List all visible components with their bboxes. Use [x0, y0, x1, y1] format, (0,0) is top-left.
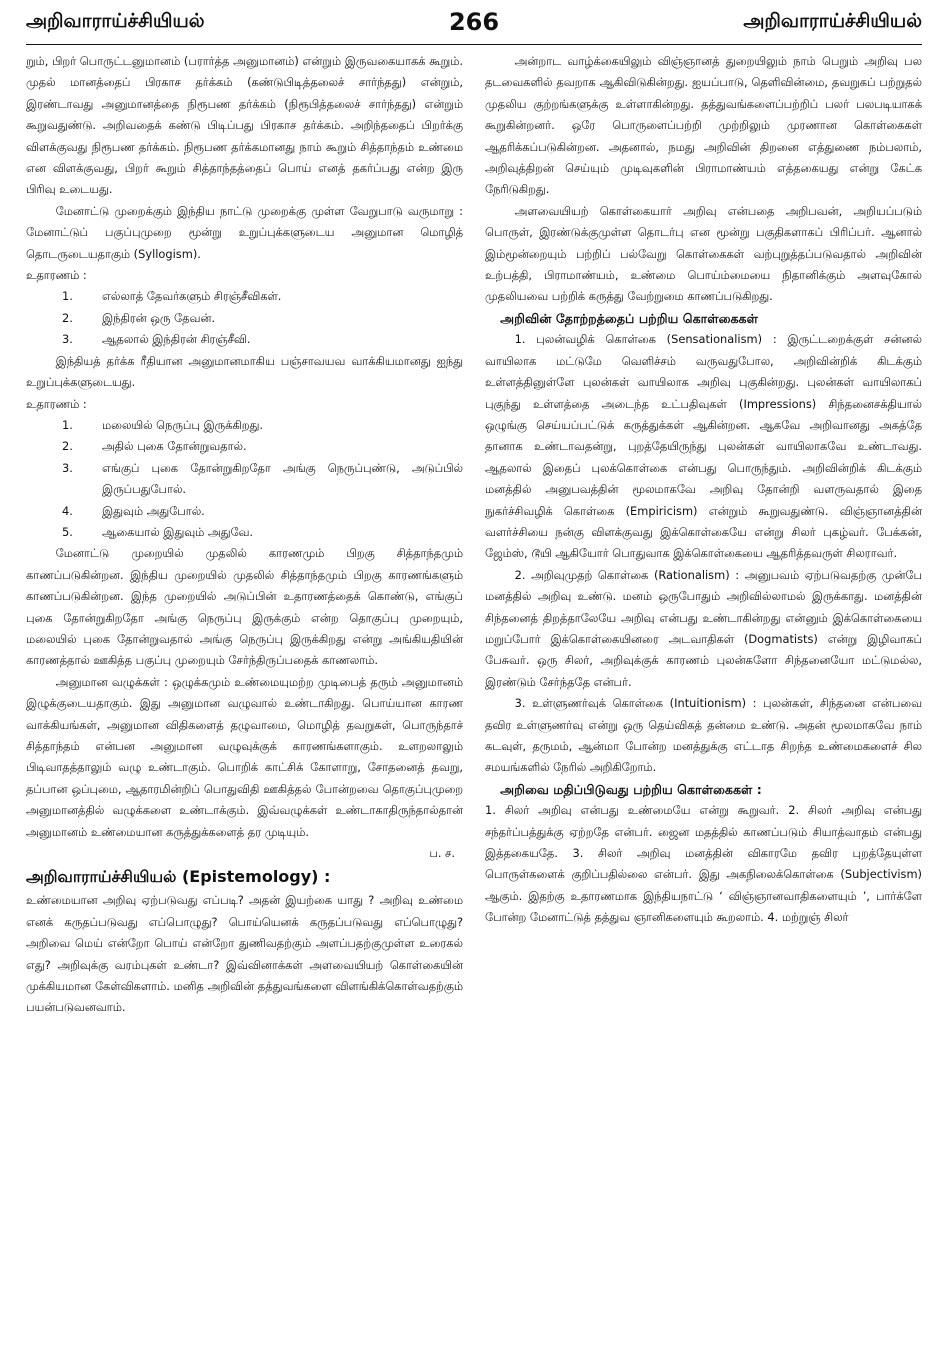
- author-initials: ப. ச.: [429, 846, 455, 861]
- example-label: உதாரணம் :: [26, 396, 87, 411]
- list-number: 3.: [62, 332, 73, 347]
- list-number: 3.: [62, 460, 73, 475]
- list-number: 2.: [62, 310, 73, 325]
- right-column: [485, 51, 922, 1019]
- list-number: 1.: [62, 289, 73, 304]
- list-text: இந்திரன் ஒரு தேவன்.: [102, 310, 216, 325]
- list-number: 5.: [62, 524, 73, 539]
- subheading: அறிவின் தோற்றத்தைப் பற்றிய கொள்கைகள்: [500, 310, 758, 326]
- example-list: [26, 286, 463, 350]
- paragraph: 1. சிலர் அறிவு என்பது உண்மையே என்று கூறுவர். 2. சிலர் அறிவு என்பது சந்தர்ப்பத்துக்கு ஏற்றதே என்பர். ஜைன மதத்தில் காணப்படும் சியாத்வாதம் என்பது இத்தகையதே. 3. சிலர் அறிவு மனத்தின் விகாரமே தவிர புறத்தேயுள்ள பொருள்களைக் குறிப்பதில்லை என்பர். இது அகநிலைக்கொள்கை (Subjectivism) ஆகும். இதற்கு உதாரணமாக இந்தியநாட்டு ‘ விஞ்ஞானவாதிகளையும் ’, பார்க்ளே போன்ற மேனாட்டுத் தத்துவ ஞானிகளையும் கூறலாம். 4. மற்றுஞ் சிலர்: [485, 803, 922, 925]
- paragraph: அன்றாட வாழ்க்கையிலும் விஞ்ஞானத் துறையிலும் நாம் பெறும் அறிவு பல தடவைகளில் தவறாக ஆகிவிடுகின்றது. ஐயப்பாடு, தெளிவின்மை, தவறுகப் பற்றுதல் முதலிய குற்றங்களுக்கு உள்ளாகின்றது. தத்துவங்களைப்பற்றிப் பலர் பலபடியாகக் கூறுகின்றனர். ஒரே பொருளைப்பற்றி முற்றிலும் முரணான கொள்கைகள் ஆதரிக்கப்படுகின்றன. அதனால், நமது அறிவின் திறனை எத்துணை நம்பலாம், அறிவுத்திறன் செய்யும் முடிவுகளின் பிராமாண்யம் எத்தகையது என்று கேட்க நேரிடுகிறது.: [485, 54, 922, 197]
- paragraph: இந்தியத் தர்க்க ரீதியான அனுமானமாகிய பஞ்சாவயவ வாக்கியமானது ஐந்து உறுப்புக்களுடையது.: [26, 353, 463, 390]
- paragraph: மேனாட்டு முறையில் முதலில் காரணமும் பிறகு சித்தாந்தமும் காணப்படுகின்றன. இந்திய முறையில் முதலில் சித்தாந்தமும் பிறகு காரணங்களும் காணப்படுகின்றன. இந்த முறையில் அடுப்பின் உதாரணத்தைக் கொண்டு, எங்குப் புகை தோன்றுகிறதோ அங்கு நெருப்பு இருக்கும் என்ற தொகுப்பு முறையும், மலையில் புகை தோன்றுவதால் அங்கு நெருப்பு இருக்கிறது என்று அங்கியதியின் காரணத்தால் ஊகித்த பகுப்பு முறையும் சேர்ந்திருப்பதைக் காணலாம்.: [26, 546, 463, 668]
- list-number: 1.: [62, 417, 73, 432]
- section-heading: அறிவாராய்ச்சியியல் (Epistemology) :: [26, 867, 331, 887]
- list-text: ஆதலால் இந்திரன் சிரஞ்சீவி.: [102, 332, 251, 347]
- list-text: எல்லாத் தேவர்களும் சிரஞ்சீவிகள்.: [102, 289, 282, 304]
- paragraph: றும், பிறர் பொருட்டனுமானம் (பரார்த்த அனுமானம்) என்றும் இருவகையாகக் கூறும். முதல் மானத்தைப் பிரகாச தர்க்கம் (கண்டுபிடித்தலைச் சார்ந்தது) என்றும், இரண்டாவது அனுமானத்தை நிரூபண தர்க்கம் (நிரூபித்தலைச் சார்ந்தது) என்றும் கூறுவதுண்டு. அறிவதைக் கண்டு பிடிப்பது பிரகாச தர்க்கம். அறிந்ததைப் பிறர்க்கு விளக்குவது நிரூபண தர்க்கம். நிரூபண தர்க்கமானது நாம் கூறும் சித்தாந்தம் உண்மை என விளக்குவது, பிறர் கூறும் சித்தாந்தத்தைப் பொய் எனத் தகர்ப்பது என்ற இரு பிரிவு உடையது.: [26, 54, 463, 197]
- paragraph: உண்மையான அறிவு ஏற்படுவது எப்படி? அதன் இயற்கை யாது ? அறிவு உண்மை எனக் கருதப்படுவது எப்பொழுது? பொய்யெனக் கருதப்படுவது எப்பொழுது? அறிவை மெய் என்றோ பொய் என்றோ துணிவதற்கும் அளப்பதற்குமுள்ள உரைகல் எது? அறிவுக்கு வரம்புகள் உண்டா? இவ்வினாக்கள் அளவையியற் கொள்கையின் முக்கியமான கேள்விகளாம். மனித அறிவின் தத்துவங்களை விளங்கிக்கொள்வதற்கும் பயன்படுவனவாம்.: [26, 893, 463, 1015]
- list-item: [62, 286, 463, 307]
- subheading: அறிவை மதிப்பிடுவது பற்றிய கொள்கைகள் :: [500, 781, 762, 797]
- paragraph: மேனாட்டு முறைக்கும் இந்திய நாட்டு முறைக்கு முள்ள வேறுபாடு வருமாறு : மேனாட்டுப் பகுப்புமுறை மூன்று உறுப்புக்களுடைய அனுமான மொழித் தொடருடையதாகும் (Syllogism).: [26, 203, 463, 261]
- list-item: [62, 501, 463, 522]
- example-label: உதாரணம் :: [26, 268, 87, 283]
- example-list: [26, 415, 463, 543]
- paragraph: அளவையியற் கொள்கையார் அறிவு என்பதை அறிபவன், அறியப்படும் பொருள், இரண்டுக்குமுள்ள தொடர்பு என மூன்று பகுதிகளாகப் பிரிப்பர். ஆனால் இம்மூன்றையும் பற்றிப் பல்வேறு கொள்கைகள் வற்புறுத்தப்படுவதால் அறிவின் உற்பத்தி, பிராமாண்யம், உண்மை பொய்ம்மையை நிதானிக்கும் அளவுகோல் முதலியவை பற்றிக் கருத்து வேற்றுமை காணப்படுகிறது.: [485, 203, 922, 304]
- paragraph: 3. உள்ளுணர்வுக் கொள்கை (Intuitionism) : புலன்கள், சிந்தனை என்பவை தவிர உள்ளுணர்வு என்று ஒரு தெய்விகத் தன்மை உண்டு. அதன் மூலமாகவே நாம் கடவுள், தருமம், ஆன்மா போன்ற மனத்துக்கு எட்டாத சிறந்த உண்மைகளைச் சில சமயங்களில் நேரில் அறிகிறோம்.: [485, 696, 922, 775]
- list-number: 4.: [62, 503, 73, 518]
- list-item: [62, 458, 463, 501]
- list-item: [62, 522, 463, 543]
- header-title-right: அறிவாராய்ச்சியியல்: [743, 10, 922, 32]
- list-text: எங்குப் புகை தோன்றுகிறதோ அங்கு நெருப்புண்டு, அடுப்பில் இருப்பதுபோல்.: [102, 460, 463, 497]
- left-column: [26, 51, 463, 1019]
- list-text: மலையில் நெருப்பு இருக்கிறது.: [102, 417, 263, 432]
- list-item: [62, 415, 463, 436]
- two-column-body: [26, 51, 922, 1019]
- paragraph: 1. புலன்வழிக் கொள்கை (Sensationalism) : இருட்டறைக்குள் சன்னல் வாயிலாக மட்டுமே வெளிச்சம் வருவதுபோல, அறிவின்றிக் கிடக்கும் உள்ளத்தினுள்ளே புலன்கள் வாயிலாக அறிவு புகுகின்றது. புலன்கள் வாயிலாகப் புகுந்து உள்ளத்தை அடைந்த உட்பதிவுகள் (Impressions) சிந்தனைசக்தியால் ஒழுங்கு செய்யப்பட்டுக் கருத்துக்கள் ஆகின்றன. ஆகவே அறிவானது அகத்தே தானாக உண்டாவதன்று, புறத்தேயிருந்து புலன்கள் வாயிலாகவே உண்டாவது. ஆதலால் இதைப் புலக்கொள்கை என்பது பொருந்தும். அறிவின்றிக் கிடக்கும் மனத்தில் அனுபவத்தின் மூலமாகவே அறிவு தோன்றி வளருவதால் இதை நுகர்ச்சிவழிக் கொள்கை (Empiricism) என்றும் கூறுவதுண்டு. விஞ்ஞானத்தின் வளர்ச்சியை நன்கு விளக்குவது இக்கொள்கையே என்று சிலர் புகழ்வர். பேக்கன், ஜேம்ஸ், டூயி ஆகியோர் பொதுவாக இக்கொள்கையை ஆதரித்தவருள் சிலராவர்.: [485, 332, 922, 561]
- page-number: 266: [448, 8, 500, 36]
- list-item: [62, 436, 463, 457]
- paragraph: 2. அறிவுமுதற் கொள்கை (Rationalism) : அனுபவம் ஏற்படுவதற்கு முன்பே மனத்தில் அறிவு உண்டு. மனம் ஒருபோதும் அறிவில்லாமல் இருக்காது. மனத்தின் சிந்தனைத் திறத்தாலேயே அறிவு என்பது உண்டாகின்றது என்னும் இக்கொள்கையை மறுப்போர் இக்கொள்கையினரை அடவாதிகள் (Dogmatists) என்று இழிவாகப் பேசுவர். ஒரு சிலர், அறிவுக்குக் காரணம் புலன்களோ சிந்தனையோ மட்டுமல்ல, இரண்டும் சேர்ந்ததே என்பர்.: [485, 567, 922, 689]
- header-title-left: அறிவாராய்ச்சியியல்: [26, 10, 205, 32]
- list-text: ஆகையால் இதுவும் அதுவே.: [102, 524, 254, 539]
- list-item: [62, 329, 463, 350]
- running-header: [26, 8, 922, 45]
- list-text: இதுவும் அதுபோல்.: [102, 503, 205, 518]
- paragraph: அனுமான வழுக்கள் : ஒழுக்கமும் உண்மையுமற்ற முடிபைத் தரும் அனுமானம் இழுக்குடையதாகும். இது அனுமான வழுவால் உண்டாகிறது. பொய்யான காரண வாக்கியங்கள், அனுமான விதிகளைத் தழுவாமை, மொழித் தவறுகள், பொருந்தாச் சித்தாந்தம் என்பன அனுமான வழுவுக்குக் காரணங்களாகும். உளறலாலும் பிடிவாதத்தாலும் வழு உண்டாகும். பொறிக் காட்சிக் கோளாறு, சோதனைத் தவறு, தப்பான ஒப்புமை, ஆதாரமின்றிப் பொதுவிதி ஊகித்தல் போன்றவை தொகுப்புமுறை அனுமானத்தில் வழுக்களை உண்டாக்கும். இவ்வழுக்கள் உண்டாகாதிருந்தால்தான் அனுமானம் உண்மையான கருத்துக்களைத் தர முடியும்.: [26, 674, 463, 839]
- list-item: [62, 308, 463, 329]
- list-number: 2.: [62, 439, 73, 454]
- list-text: அதில் புகை தோன்றுவதால்.: [102, 439, 247, 454]
